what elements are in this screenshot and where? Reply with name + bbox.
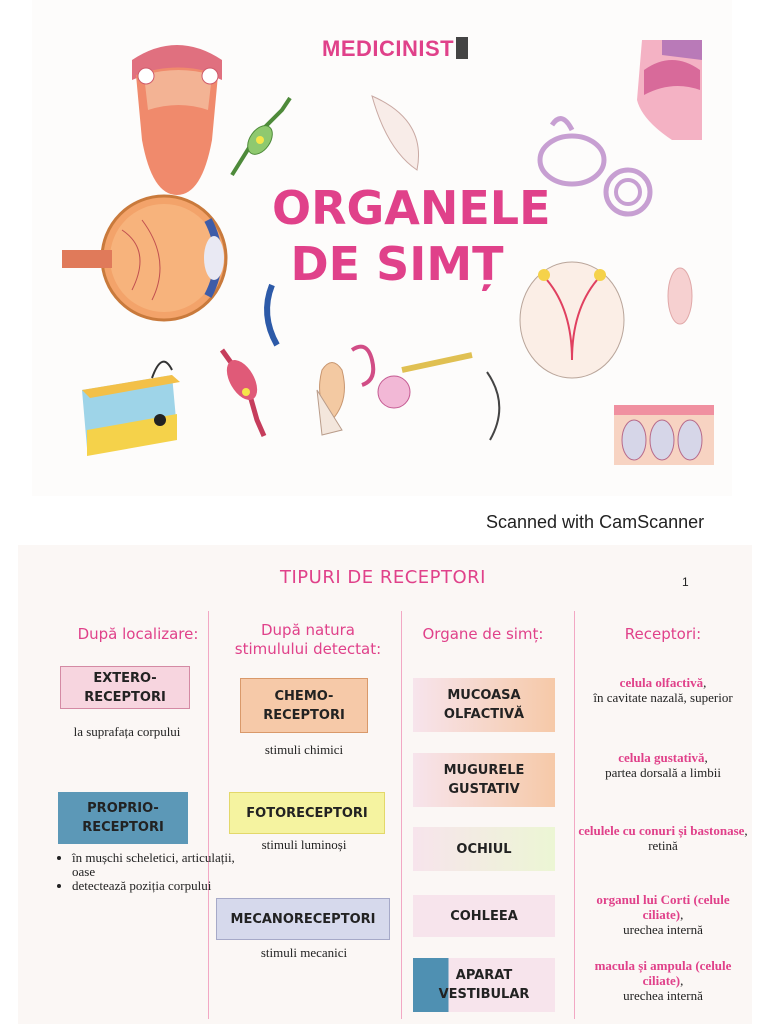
receptor-punct: ,: [744, 823, 748, 838]
cornea-outline-illustration: [487, 372, 499, 440]
nose-section-illustration: [637, 40, 702, 140]
cover-title-line2: DE SIMȚ: [290, 237, 504, 291]
receptor-punct: ,: [703, 675, 707, 690]
mugurele-line1: MUGURELE: [443, 763, 525, 778]
foto-description: stimuli luminoși: [261, 837, 347, 852]
ear-illustration: [317, 347, 472, 435]
chemo-receptori-box: [240, 678, 368, 733]
receptor-types-page: [18, 545, 752, 1024]
aparat-line2: VESTIBULAR: [438, 987, 530, 1002]
receptor-location: urechea internă: [623, 988, 703, 1003]
chemo-line2: RECEPTORI: [263, 707, 345, 723]
aparat-vestibular-box: [413, 958, 555, 1012]
cover-title-line1: ORGANELE: [272, 181, 551, 235]
lens-illustration: [372, 96, 419, 170]
column-divider: [401, 611, 402, 1019]
page-number: 1: [682, 575, 689, 589]
mugurele-gustativ-box: [413, 753, 555, 807]
receptor-corti: [578, 892, 748, 937]
list-item: • detectează poziția corpului: [72, 879, 252, 893]
brand-logo: [322, 36, 468, 62]
receptor-location: partea dorsală a limbii: [605, 765, 721, 780]
receptor-location: urechea internă: [623, 922, 703, 937]
ochiul-box: OCHIUL: [413, 827, 555, 871]
tongue-illustration: [132, 45, 222, 195]
extero-line2: RECEPTORI: [84, 689, 166, 705]
sheet-title: TIPURI DE RECEPTORI: [280, 567, 486, 588]
receptor-location: retină: [648, 838, 678, 853]
col-organe-heading: Organe de simț:: [422, 625, 544, 643]
brand-mark-icon: [456, 37, 468, 59]
brand-text: MEDICINIST: [322, 36, 455, 61]
brain-illustration: [520, 262, 624, 378]
cover-title: [272, 180, 551, 292]
extero-description: la suprafața corpului: [73, 724, 181, 739]
lens-pink-illustration: [668, 268, 692, 324]
col-receptori-heading: Receptori:: [624, 625, 702, 643]
receptor-punct: ,: [680, 907, 684, 922]
receptor-name: celula olfactivă: [619, 675, 704, 690]
receptor-punct: ,: [680, 973, 684, 988]
taste-buds-illustration: [614, 405, 714, 465]
proprio-line2: RECEPTORI: [82, 820, 164, 835]
aparat-line1: APARAT: [455, 968, 513, 983]
receptor-location: în cavitate nazală, superior: [593, 690, 733, 705]
column-divider: [574, 611, 575, 1019]
list-item: • în mușchi scheletici, articulații, oase: [72, 851, 252, 879]
receptor-name: organul lui Corti (celule ciliate): [596, 892, 730, 922]
receptor-punct: ,: [704, 750, 708, 765]
mecano-receptori-box: MECANORECEPTORI: [216, 898, 390, 940]
chemo-line1: CHEMO-: [274, 688, 334, 704]
rod-cell-illustration: [221, 350, 264, 436]
foto-receptori-box: FOTORECEPTORI: [229, 792, 385, 834]
col-localizare-heading: După localizare:: [77, 625, 199, 643]
receptor-gustativ: [588, 750, 738, 780]
col-natura-line2: stimulului detectat:: [234, 640, 382, 658]
receptor-name: macula și ampula (celule ciliate): [594, 958, 732, 988]
receptor-olfactiv: [578, 675, 748, 705]
labyrinth-illustration: [540, 119, 650, 214]
chemo-description: stimuli chimici: [264, 742, 344, 757]
receptor-vestibular: [578, 958, 748, 1003]
cohleea-box: COHLEEA: [413, 895, 555, 937]
mucoasa-line1: MUCOASA: [447, 688, 521, 703]
olfactory-cell-illustration: [232, 98, 290, 175]
mucoasa-line2: OLFACTIVĂ: [443, 707, 525, 722]
camscanner-label: Scanned with CamScanner: [486, 512, 705, 532]
col-natura-line1: După natura: [261, 621, 355, 639]
mugurele-line2: GUSTATIV: [448, 782, 520, 797]
proprio-receptori-box: [58, 792, 188, 844]
extero-receptori-box: [60, 666, 190, 709]
receptor-name: celula gustativă: [618, 750, 705, 765]
cornea-illustration: [267, 285, 277, 345]
mecano-description: stimuli mecanici: [260, 945, 348, 960]
proprio-details-list: [58, 851, 252, 893]
eye-illustration: [62, 196, 226, 320]
col-natura-heading: [228, 621, 388, 659]
cover-page: [32, 0, 732, 496]
receptor-fotoreceptori: [578, 823, 748, 853]
mucoasa-olfactiva-box: [413, 678, 555, 732]
receptor-name: celulele cu conuri și bastonase: [578, 823, 745, 838]
proprio-line1: PROPRIO-: [87, 801, 159, 816]
skin-illustration: [82, 362, 180, 456]
extero-line1: EXTERO-: [93, 670, 157, 686]
column-divider: [208, 611, 209, 1019]
